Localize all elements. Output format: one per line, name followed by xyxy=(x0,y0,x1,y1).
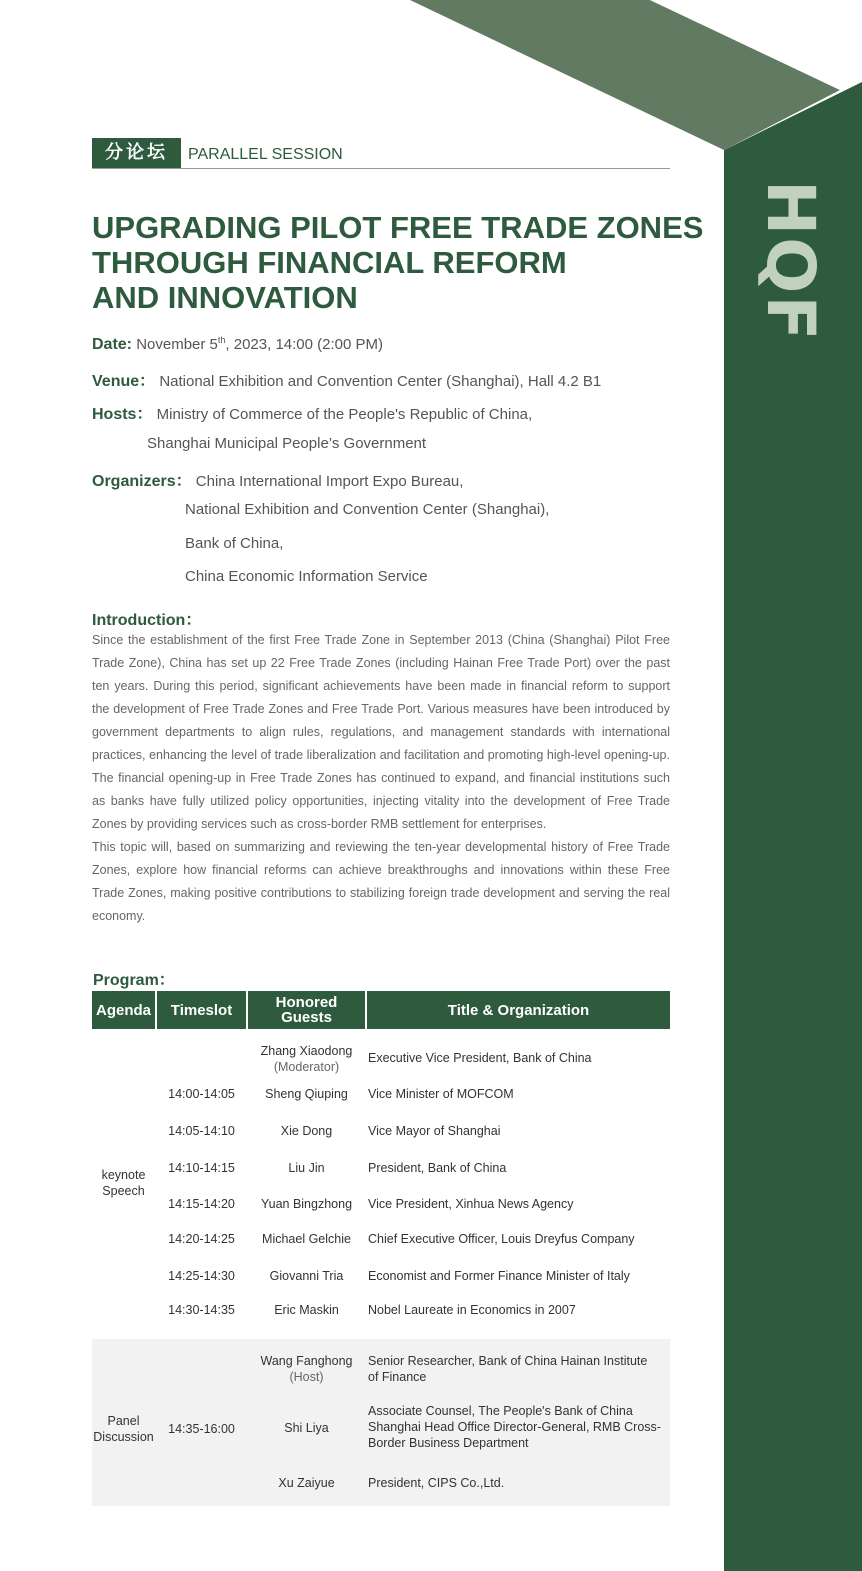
session-label: PARALLEL SESSION xyxy=(188,146,343,163)
guest-title: Executive Vice President, Bank of China xyxy=(368,1051,592,1065)
header-agenda: Agenda xyxy=(92,991,155,1029)
guest-name: Giovanni Tria xyxy=(269,1269,344,1283)
hosts-line xyxy=(92,401,532,424)
guest-name: Eric Maskin xyxy=(274,1303,339,1317)
organizer-item: China Economic Information Service xyxy=(185,568,428,585)
date-line xyxy=(92,335,383,354)
guest-name: Xie Dong xyxy=(280,1124,333,1138)
introduction-text xyxy=(92,629,670,928)
session-header xyxy=(92,138,670,169)
organizers-line xyxy=(92,468,463,491)
timeslot: 14:15-14:20 xyxy=(168,1197,235,1211)
guest-name: Zhang Xiaodong (Moderator) xyxy=(260,1044,353,1074)
guest-title: Associate Counsel, The People's Bank of China Shanghai Head Office Director-General, RMB Cross- Border Business Department xyxy=(368,1404,661,1450)
organizers-label: Organizers： xyxy=(92,473,192,490)
venue-value: National Exhibition and Convention Center (Shanghai), Hall 4.2 B1 xyxy=(159,373,602,390)
agenda-panel: Panel Discussion xyxy=(93,1414,154,1444)
header-timeslot: Timeslot xyxy=(157,991,246,1029)
guest-title: Economist and Former Finance Minister of Italy xyxy=(368,1269,630,1283)
guest-title: Vice Minister of MOFCOM xyxy=(368,1087,514,1101)
session-tag-cn: 分论坛 xyxy=(92,138,181,168)
host-item: Ministry of Commerce of the People's Republic of China, xyxy=(156,406,533,423)
intro-paragraph: This topic will, based on summarizing and reviewing the ten-year developmental history of Free Trade Zones, explore how financial reforms can achieve breakthroughs and innovations within these Free Trade Zones, making positive contributions to stabilizing foreign trade development and serving the real economy. xyxy=(92,840,670,923)
guest-name: Yuan Bingzhong xyxy=(260,1197,353,1211)
guest-title: President, CIPS Co.,Ltd. xyxy=(368,1476,505,1490)
host-item: Shanghai Municipal People’s Government xyxy=(147,435,427,452)
guest-title: President, Bank of China xyxy=(368,1161,507,1175)
hosts-label: Hosts： xyxy=(92,406,153,423)
guest-title: Chief Executive Officer, Louis Dreyfus Company xyxy=(368,1232,635,1246)
guest-name: Liu Jin xyxy=(288,1161,325,1175)
timeslot: 14:25-14:30 xyxy=(168,1269,235,1283)
organizer-item: National Exhibition and Convention Center (Shanghai), xyxy=(185,501,550,518)
organizer-item: China International Import Expo Bureau, xyxy=(195,473,464,490)
title-line: THROUGH FINANCIAL REFORM xyxy=(92,245,567,280)
introduction-heading: Introduction： xyxy=(92,612,202,629)
timeslot: 14:35-16:00 xyxy=(168,1422,235,1436)
guest-title: Vice Mayor of Shanghai xyxy=(368,1124,501,1138)
guest-title: Vice President, Xinhua News Agency xyxy=(368,1197,574,1211)
organizer-item: Bank of China, xyxy=(185,535,284,552)
header-title-org: Title & Organization xyxy=(367,991,670,1029)
timeslot: 14:00-14:05 xyxy=(168,1087,235,1101)
title-line: AND INNOVATION xyxy=(92,280,358,315)
date-value: November 5th, 2023, 14:00 (2:00 PM) xyxy=(136,335,384,353)
agenda-keynote: keynote Speech xyxy=(101,1168,146,1198)
guest-title: Senior Researcher, Bank of China Hainan Institute of Finance xyxy=(368,1354,648,1384)
timeslot: 14:20-14:25 xyxy=(168,1232,235,1246)
guest-name: Wang Fanghong (Host) xyxy=(260,1354,353,1384)
guest-name: Michael Gelchie xyxy=(262,1232,351,1246)
guest-name: Shi Liya xyxy=(284,1421,329,1435)
date-label: Date: xyxy=(92,336,133,353)
page-title xyxy=(92,210,704,315)
guest-title: Nobel Laureate in Economics in 2007 xyxy=(368,1303,576,1317)
venue-label: Venue： xyxy=(92,373,156,390)
guest-name: Xu Zaiyue xyxy=(278,1476,335,1490)
guest-name: Sheng Qiuping xyxy=(265,1087,348,1101)
header-guests: Honored Guests xyxy=(248,991,365,1029)
timeslot: 14:30-14:35 xyxy=(168,1303,235,1317)
title-line: UPGRADING PILOT FREE TRADE ZONES xyxy=(92,210,704,245)
program-heading: Program： xyxy=(93,972,175,989)
intro-paragraph: Since the establishment of the first Free Trade Zone in September 2013 (China (Shanghai) Pilot Free Trade Zone), China has set up 22 Free Trade Zones (including Hainan Free Trade Port) over the past ten years. During this period, significant achievements have been made in financial reform to support the development of Free Trade Zones and Free Trade Port. Various measures have been introduced by government departments to align rules, regulations, and management standards with international practices, enhancing the level of trade liberalization and facilitation and promoting high-level opening-up. The financial opening-up in Free Trade Zones has continued to expand, and financial institutions such as banks have fully utilized policy opportunities, injecting vitality into the development of Free Trade Zones by providing services such as cross-border RMB settlement for enterprises. xyxy=(92,633,670,831)
venue-line xyxy=(92,368,601,391)
timeslot: 14:05-14:10 xyxy=(168,1124,235,1138)
hqf-logo: HQF xyxy=(752,180,829,343)
timeslot: 14:10-14:15 xyxy=(168,1161,235,1175)
